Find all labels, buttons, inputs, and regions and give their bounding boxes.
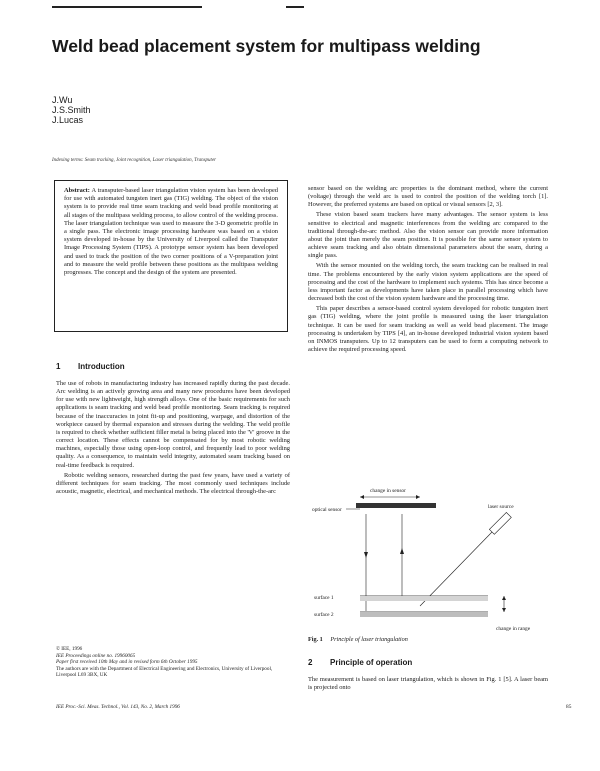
header-rule-left: [52, 6, 202, 8]
section-2-title: Principle of operation: [330, 658, 413, 667]
author-2: J.S.Smith: [52, 105, 91, 115]
label-change-in-range: change in range: [496, 626, 531, 632]
surface-1-hatch: [360, 596, 488, 601]
label-surface-2: surface 2: [314, 612, 334, 618]
right-paragraph-1: sensor based on the welding arc properties is the dominant method, where the current (voltage) through the weld arc is used to control the position of the welding torch [1]. However, the preferred systems are based on optical or visual sensors [2, 3].: [308, 185, 548, 209]
affiliation-line: The authors are with the Department of Electrical Engineering and Electronics, University of Liverpool, Liverpool L69 3BX, UK: [56, 665, 273, 679]
journal-footer: IEE Proc.-Sci. Meas. Technol., Vol. 143, No. 2, March 1996: [56, 704, 180, 710]
label-surface-1: surface 1: [314, 595, 334, 601]
arrowhead-left: [360, 495, 364, 499]
section-2-body: [308, 676, 548, 694]
intro-paragraph-2: Robotic welding sensors, researched during the past few years, have used a variety of different techniques for seam tracking. The most commonly used techniques include acoustic, magnetic, electrical, and mechanical methods. The electrical through-the-arc: [56, 471, 290, 496]
section-2-number: 2: [308, 658, 313, 667]
right-paragraph-3: With the sensor mounted on the welding torch, the seam tracking can be realised in real time. The problems encountered by the early vision system applications are the speed of processing and the cost of the hardware to implement such systems. This has since become a less important factor as developments have taken place in parallel processing which have decreased both the cost of the vision system hardware and the processing time.: [308, 262, 548, 303]
section-2-paragraph: The measurement is based on laser triangulation, which is shown in Fig. 1 [5]. A laser beam is projected onto: [308, 676, 548, 692]
abstract-text: A transputer-based laser triangulation vision system has been developed for use with automated tungsten inert gas (TIG) welding. The object of the vision system is to provide real time seam tracking and weld bead profile monitoring at all stages of the multipass welding process, to allow control of the welding process. The laser triangulation technique was used to measure the 3-D geometric profile in a single pass. The electronic image processing hardware was based on a vision system developed in-house by the University of Liverpool called the Transputer Image Processing System (TIPS). A prototype sensor system has been developed and used to track the position of the two corner positions of a V-preparation joint and to measure the weld profile between these positions as the multipass welding progresses. The concept and the design of the system are presented.: [64, 187, 279, 277]
ray-1-arrow: [364, 552, 368, 558]
section-2-heading: [308, 658, 412, 667]
indexing-terms: Indexing terms: Seam tracking, Joint recognition, Laser triangulation, Transputer: [52, 158, 217, 163]
range-arrowhead-top: [502, 596, 506, 600]
label-optical-sensor: optical sensor: [312, 507, 342, 513]
author-3: J.Lucas: [52, 115, 84, 125]
online-number: IEE Proceedings online no. 19960065: [56, 652, 136, 659]
abstract-paragraph: [64, 187, 278, 277]
intro-paragraph-1: The use of robots in manufacturing industry has increased rapidly during the past decade. Arc welding is an actively growing area and many new procedures have been developed for use with new lightweight, high strength alloys. One of the basic requirements for such applications is seam tracking and weld bead profile monitoring. Seam tracking is required because of the inaccuracies in joint fit-up and positioning, warpage, and distortion of the workpiece caused by thermal expansion and stresses during the welding. The weld profile is required to check whether sufficient filler metal is being placed into the 'V' groove in the correct location. These effects cannot be compensated for by most robotic welding machines, especially those using open-loop control, and frequently lead to poor welding quality. As a consequence, to maintain weld integrity, automated seam tracking based on real-time feedback is required.: [56, 380, 290, 469]
abstract-label: Abstract:: [64, 187, 90, 194]
right-paragraph-4: This paper describes a sensor-based control system developed for robotic tungsten inert gas (TIG) welding, where the joint profile is measured using the laser triangulation technique. It can be used for seam tracking as well as weld bead placement. The image processing is undertaken by TIPS [4], an in-house developed industrial vision system based on INMOS transputers. Up to 12 transputers can be used to form a computing network to achieve the required processing speed.: [308, 305, 548, 353]
author-1: J.Wu: [52, 95, 73, 105]
surface-2-hatch: [360, 612, 488, 617]
received-line: Paper first received 10th May and in revised form 6th October 1995: [56, 659, 198, 666]
label-change-in-sensor: change in sensor: [370, 488, 406, 494]
header-rule-right: [286, 6, 304, 8]
section-1-title: Introduction: [78, 362, 125, 371]
laser-beam: [420, 532, 492, 606]
paper-title: Weld bead placement system for multipass welding: [52, 36, 481, 56]
figure-1-number: Fig. 1: [308, 636, 323, 643]
label-laser-source: laser source: [488, 504, 514, 510]
abstract-box: [54, 180, 288, 332]
figure-1-diagram: [308, 486, 553, 636]
copyright-line: © IEE, 1996: [56, 646, 83, 652]
range-arrowhead-bottom: [502, 608, 506, 612]
figure-1-caption: [308, 636, 408, 643]
section-1-number: 1: [56, 362, 61, 371]
arrowhead-right: [416, 495, 420, 499]
right-paragraph-2: These vision based seam trackers have many advantages. The sensor system is less sensitive to electrical and magnetic interferences from the welding arc compared to the traditional through-the-arc method. Also the vision sensor can provide more information about the joint than merely the seam position. It is possible for the same sensor system to achieve seam tracking and also obtain dimensional parameters about the seam, during a single pass.: [308, 211, 548, 260]
left-column-body: [56, 380, 290, 498]
laser-source-body: [489, 512, 511, 534]
footnote: [56, 646, 290, 679]
page-number: 85: [566, 704, 572, 710]
figure-1-caption-text: Principle of laser triangulation: [330, 636, 408, 643]
optical-sensor-bar: [356, 503, 436, 508]
ray-2-arrow: [400, 548, 404, 554]
section-1-heading: [56, 362, 125, 371]
right-column-body: [308, 185, 548, 356]
